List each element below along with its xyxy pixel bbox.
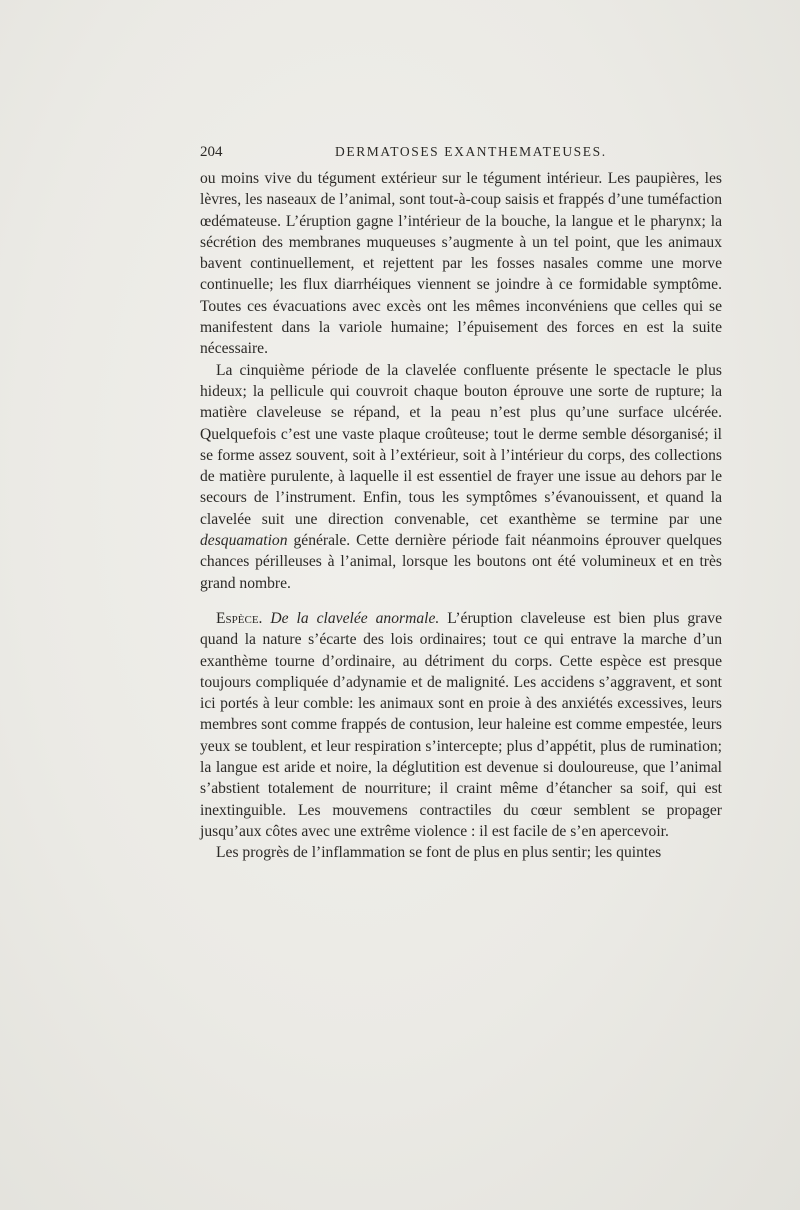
running-title: DERMATOSES EXANTHEMATEUSES. [335, 144, 607, 159]
paragraph-2-text-b: générale. Cette dernière période fait néanmoins éprouver quelques chances périlleuses à l’animal, lorsque les boutons ont été volumineux et en très grand nombre. [200, 532, 722, 592]
paragraph-3 [200, 608, 722, 842]
paragraph-1: ou moins vive du tégument extérieur sur le tégument intérieur. Les paupières, les lèvres, les naseaux de l’animal, sont tout-à-coup saisis et frappés d’une tuméfaction œdémateuse. L’éruption gagne l’intérieur de la bouche, la langue et le pharynx; la sécrétion des membranes muqueuses s’augmente à un tel point, que les animaux bavent continuellement, et rejettent par les fosses nasales comme une morve continuelle; les flux diarrhéiques viennent se joindre à ce formidable symptôme. Toutes ces évacuations avec excès ont les mêmes inconvéniens que celles qui se manifestent dans la variole humaine; l’épuisement des forces en est la suite nécessaire. [200, 170, 722, 358]
paragraph-2-italic: desquamation [200, 532, 288, 550]
section-label: Espèce. [216, 609, 263, 627]
paragraph-4: Les progrès de l’inflammation se font de plus en plus sentir; les quintes [216, 844, 662, 862]
paragraph-2 [200, 360, 722, 594]
page-number: 204 [200, 144, 223, 160]
body-text [200, 168, 722, 864]
section-title: De la clavelée anormale. [270, 609, 440, 627]
page-header [200, 144, 722, 166]
paragraph-2-text-a: La cinquième période de la clavelée confluente présente le spectacle le plus hideux; la pellicule qui couvroit chaque bouton éprouve une sorte de rupture; la matière claveleuse se répand, et la peau n’est plus qu’une surface ulcérée. Quelquefois c’est une vaste plaque croûteuse; tout le derme semble désorganisé; il se forme assez souvent, soit à l’extérieur, soit à l’intérieur du corps, des collections de matière purulente, à laquelle il est essentiel de frayer une issue au dehors par le secours de l’instrument. Enfin, tous les symptômes s’évanouissent, et quand la clavelée suit une direction convenable, cet exanthème se termine par une [200, 361, 722, 528]
paragraph-3-text: L’éruption claveleuse est bien plus grave quand la nature s’écarte des lois ordinaires; tout ce qui entrave la marche d’un exanthème tourne d’ordinaire, au détriment du corps. Cette espèce est presque toujours compliquée d’adynamie et de malignité. Les accidens s’aggravent, et sont ici portés à leur comble: les animaux sont en proie à des anxiétés excessives, leurs membres sont comme frappés de contusion, leur haleine est comme empestée, leurs yeux se toublent, et leur respiration s’intercepte; plus d’appétit, plus de rumination; la langue est aride et noire, la déglutition est devenue si douloureuse, que l’animal s’abstient totalement de nourriture; il craint même d’étancher sa soif, qui est inextinguible. Les mouvemens contractiles du cœur semblent se propager jusqu’aux côtes avec une extrême violence : il est facile de s’en apercevoir. [200, 609, 722, 840]
